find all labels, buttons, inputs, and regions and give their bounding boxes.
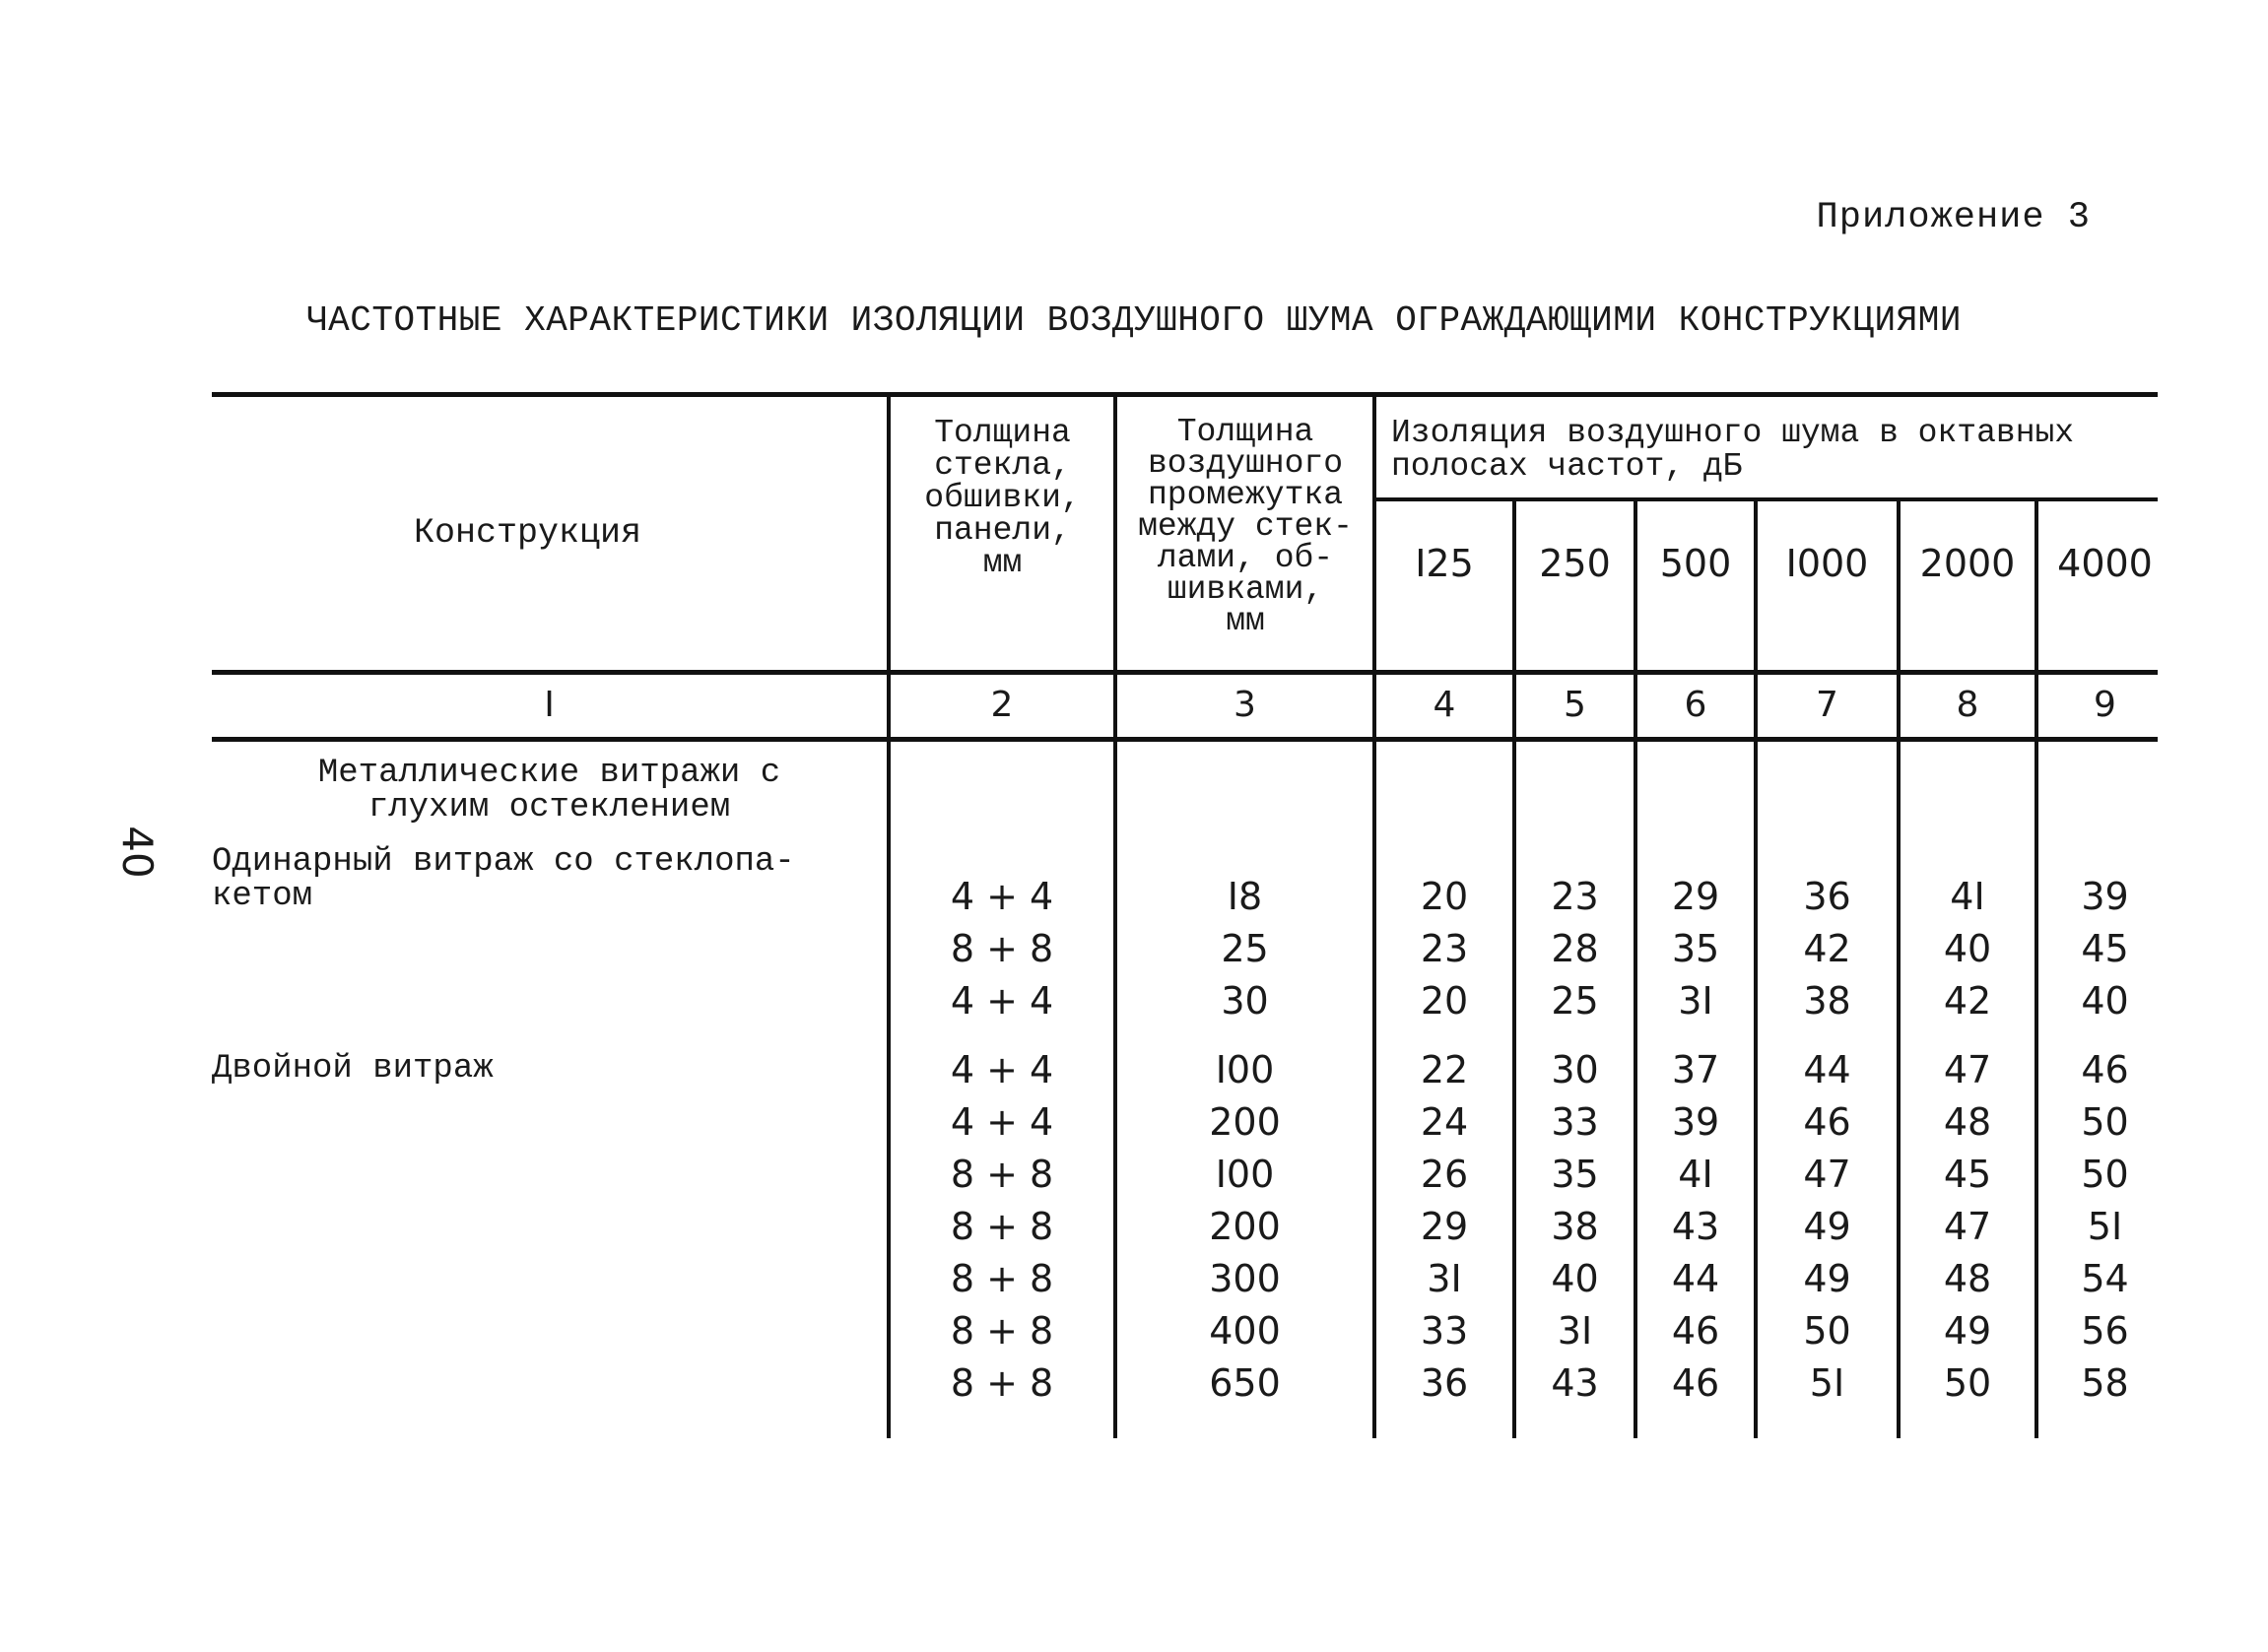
table-cell: 42 xyxy=(1803,927,1851,970)
header-air-gap: Толщина воздушного промежутка между стек- лами, об- шивками, мм xyxy=(1138,414,1353,639)
table-cell: 29 xyxy=(1420,1205,1469,1248)
table-cell: 20 xyxy=(1420,979,1469,1023)
column-number: 5 xyxy=(1564,685,1586,725)
table-cell: 36 xyxy=(1803,875,1851,918)
table-cell: 54 xyxy=(2081,1257,2129,1300)
table-cell: 45 xyxy=(2081,927,2129,970)
column-number: 6 xyxy=(1684,685,1707,725)
frequency-header: I25 xyxy=(1415,542,1474,585)
table-cell: 46 xyxy=(1803,1100,1851,1144)
header-bottom-rule xyxy=(212,670,2158,675)
column-number: 9 xyxy=(2094,685,2116,725)
frequency-header: 2000 xyxy=(1919,542,2016,585)
appendix-label: Приложение 3 xyxy=(1816,197,2091,238)
column-number: I xyxy=(544,685,555,725)
table-cell: 39 xyxy=(2081,875,2129,918)
table-cell: 35 xyxy=(1551,1153,1599,1196)
table-cell: 45 xyxy=(1943,1153,1992,1196)
column-number: 2 xyxy=(990,685,1014,725)
table-cell: 58 xyxy=(2081,1361,2129,1405)
page-number: 40 xyxy=(113,826,163,879)
table-cell: 33 xyxy=(1551,1100,1599,1144)
table-cell: 48 xyxy=(1943,1100,1992,1144)
table-cell: 23 xyxy=(1551,875,1599,918)
column-number: 4 xyxy=(1433,685,1456,725)
table-cell: 47 xyxy=(1943,1205,1992,1248)
table-cell: 33 xyxy=(1420,1309,1469,1353)
table-cell: 46 xyxy=(1671,1361,1720,1405)
table-cell: 25 xyxy=(1221,927,1269,970)
table-cell: I00 xyxy=(1215,1153,1275,1196)
table-cell: 24 xyxy=(1420,1100,1469,1144)
table-cell: 200 xyxy=(1209,1205,1281,1248)
table-cell: 43 xyxy=(1671,1205,1720,1248)
table-cell: 300 xyxy=(1209,1257,1281,1300)
table-cell: 49 xyxy=(1803,1257,1851,1300)
table-cell: 30 xyxy=(1551,1048,1599,1091)
table-cell: 39 xyxy=(1671,1100,1720,1144)
header-glass-thickness: Толщина стекла, обшивки, панели, мм xyxy=(924,415,1081,581)
table-cell: 43 xyxy=(1551,1361,1599,1405)
table-cell: 8 + 8 xyxy=(950,1309,1054,1353)
table-cell: 8 + 8 xyxy=(950,1361,1054,1405)
column-number: 3 xyxy=(1234,685,1256,725)
table-cell: 200 xyxy=(1209,1100,1281,1144)
table-cell: 4I xyxy=(1678,1153,1713,1196)
table-cell: 37 xyxy=(1671,1048,1720,1091)
table-cell: 650 xyxy=(1209,1361,1281,1405)
table-cell: 4 + 4 xyxy=(950,875,1054,918)
table-cell: 48 xyxy=(1943,1257,1992,1300)
table-cell: 5I xyxy=(1809,1361,1845,1405)
table-cell: 56 xyxy=(2081,1309,2129,1353)
table-cell: 8 + 8 xyxy=(950,1205,1054,1248)
table-cell: I00 xyxy=(1215,1048,1275,1091)
table-cell: 40 xyxy=(1551,1257,1599,1300)
table-cell: 35 xyxy=(1671,927,1720,970)
table-cell: 44 xyxy=(1803,1048,1851,1091)
table-cell: 3I xyxy=(1678,979,1713,1023)
header-construction: Конструкция xyxy=(414,513,642,553)
table-cell: 20 xyxy=(1420,875,1469,918)
table-cell: 28 xyxy=(1551,927,1599,970)
table-cell: 50 xyxy=(1803,1309,1851,1353)
table-cell: 4 + 4 xyxy=(950,979,1054,1023)
table-cell: 50 xyxy=(2081,1100,2129,1144)
table-cell: 3I xyxy=(1557,1309,1593,1353)
column-number: 8 xyxy=(1956,685,1979,725)
table-top-rule xyxy=(212,392,2158,397)
table-cell: 23 xyxy=(1420,927,1469,970)
table-cell: I8 xyxy=(1227,875,1263,918)
table-cell: 49 xyxy=(1943,1309,1992,1353)
table-cell: 4 + 4 xyxy=(950,1048,1054,1091)
table-cell: 4 + 4 xyxy=(950,1100,1054,1144)
table-cell: 26 xyxy=(1420,1153,1469,1196)
frequency-header: 250 xyxy=(1539,542,1611,585)
table-cell: 49 xyxy=(1803,1205,1851,1248)
frequency-header: I000 xyxy=(1785,542,1869,585)
table-cell: 8 + 8 xyxy=(950,927,1054,970)
group-label-double: Двойной витраж xyxy=(212,1050,494,1088)
table-cell: 38 xyxy=(1803,979,1851,1023)
table-cell: 30 xyxy=(1221,979,1269,1023)
document-title: ЧАСТОТНЫЕ ХАРАКТЕРИСТИКИ ИЗОЛЯЦИИ ВОЗДУШНОГО ШУМА ОГРАЖДАЮЩИМИ КОНСТРУКЦИЯМИ xyxy=(306,300,1962,341)
table-cell: 46 xyxy=(2081,1048,2129,1091)
table-cell: 47 xyxy=(1803,1153,1851,1196)
section-title: Металлические витражи с глухим остеклением xyxy=(317,755,781,826)
table-cell: 29 xyxy=(1671,875,1720,918)
table-cell: 40 xyxy=(2081,979,2129,1023)
table-cell: 3I xyxy=(1427,1257,1462,1300)
table-cell: 36 xyxy=(1420,1361,1469,1405)
column-number: 7 xyxy=(1816,685,1838,725)
group-label-single: Одинарный витраж со стеклопа- кетом xyxy=(212,843,795,915)
table-cell: 50 xyxy=(1943,1361,1992,1405)
table-cell: 40 xyxy=(1943,927,1992,970)
frequency-header-rule xyxy=(1374,497,2158,501)
table-cell: 46 xyxy=(1671,1309,1720,1353)
table-cell: 22 xyxy=(1420,1048,1469,1091)
table-cell: 25 xyxy=(1551,979,1599,1023)
table-cell: 8 + 8 xyxy=(950,1153,1054,1196)
table-cell: 400 xyxy=(1209,1309,1281,1353)
table-cell: 4I xyxy=(1950,875,1985,918)
table-cell: 38 xyxy=(1551,1205,1599,1248)
table-cell: 5I xyxy=(2087,1205,2123,1248)
frequency-header: 4000 xyxy=(2057,542,2153,585)
frequency-header: 500 xyxy=(1659,542,1732,585)
table-cell: 8 + 8 xyxy=(950,1257,1054,1300)
table-cell: 47 xyxy=(1943,1048,1992,1091)
header-insulation: Изоляция воздушного шума в октавных полосах частот, дБ xyxy=(1391,415,2075,485)
table-cell: 44 xyxy=(1671,1257,1720,1300)
column-number-rule xyxy=(212,737,2158,742)
table-cell: 42 xyxy=(1943,979,1992,1023)
table-cell: 50 xyxy=(2081,1153,2129,1196)
